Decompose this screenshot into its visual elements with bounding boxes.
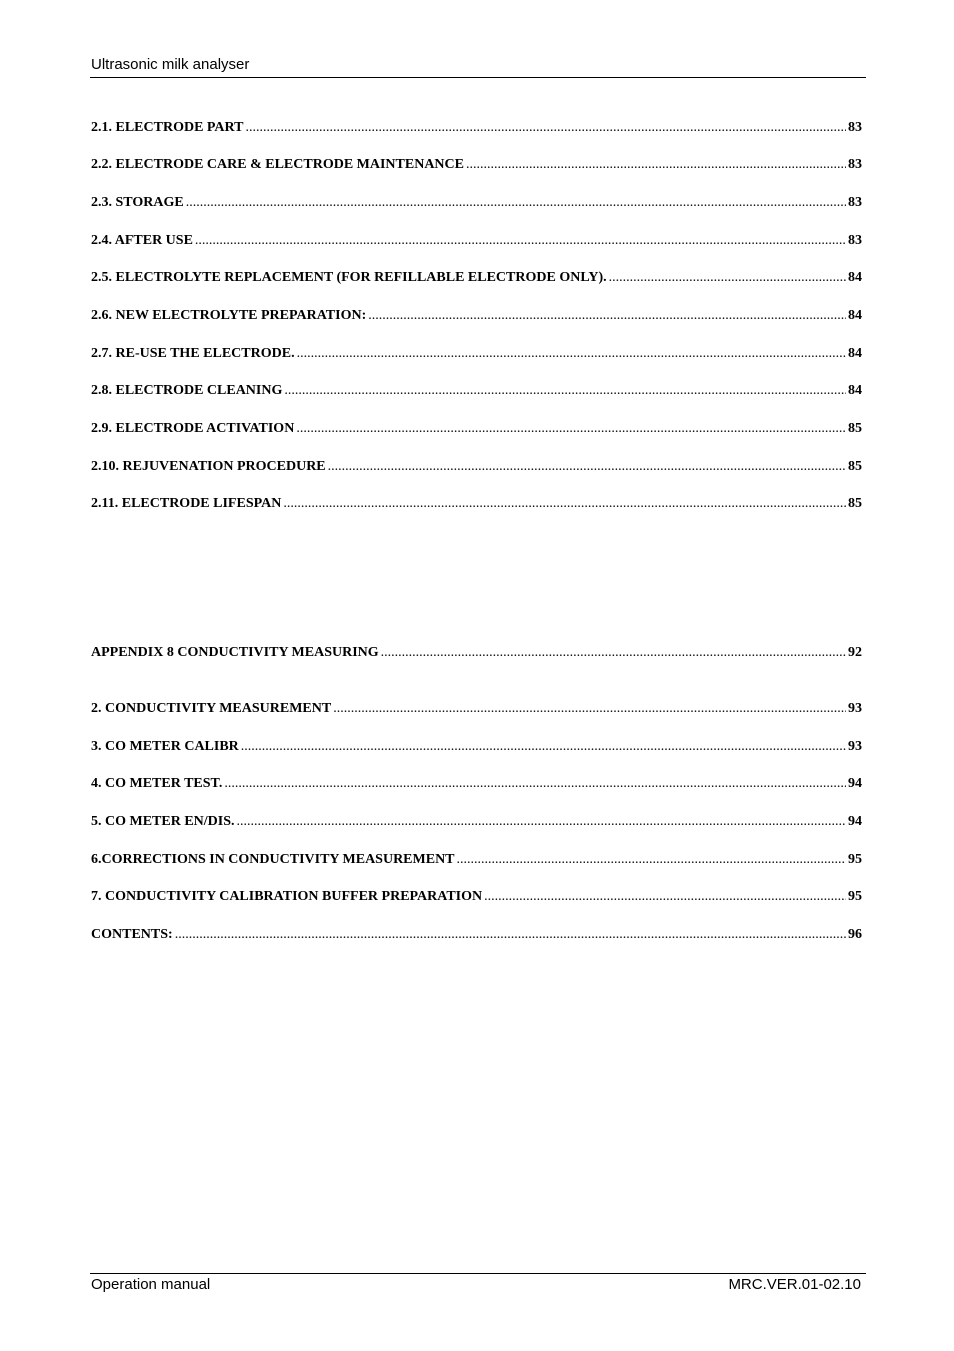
toc-entry-label: 5. CO METER EN/DIS. xyxy=(91,814,235,829)
toc-entry-page: 94 xyxy=(848,776,862,791)
toc-entry-page: 84 xyxy=(848,346,862,361)
toc-entry-page: 95 xyxy=(848,889,862,904)
toc-entry-page: 83 xyxy=(848,233,862,248)
toc-leader-dots xyxy=(484,889,846,905)
toc-entry-label: 2. CONDUCTIVITY MEASUREMENT xyxy=(91,701,332,716)
toc-entry-label: 2.8. ELECTRODE CLEANING xyxy=(91,383,283,398)
toc-entry-page: 83 xyxy=(848,195,862,210)
toc-entry-page: 85 xyxy=(848,496,862,511)
toc-entry[interactable] xyxy=(91,346,862,364)
toc-entry-page: 83 xyxy=(848,157,862,172)
toc-entry-page: 84 xyxy=(848,270,862,285)
toc-leader-dots xyxy=(328,459,846,475)
toc-entry-page: 94 xyxy=(848,814,862,829)
toc-entry[interactable] xyxy=(91,645,862,663)
toc-entry-page: 93 xyxy=(848,739,862,754)
toc-entry-label: 2.6. NEW ELECTROLYTE PREPARATION: xyxy=(91,308,367,323)
footer-divider xyxy=(90,1273,866,1274)
toc-leader-dots xyxy=(241,739,846,755)
header-divider xyxy=(90,77,866,78)
toc-entry[interactable] xyxy=(91,776,862,794)
toc-entry-label: 2.1. ELECTRODE PART xyxy=(91,120,244,135)
toc-leader-dots xyxy=(195,233,846,249)
toc-entry[interactable] xyxy=(91,421,862,439)
toc-entry-page: 84 xyxy=(848,383,862,398)
toc-entry[interactable] xyxy=(91,459,862,477)
toc-entry-label: 2.10. REJUVENATION PROCEDURE xyxy=(91,459,326,474)
toc-leader-dots xyxy=(297,346,846,362)
toc-entry[interactable] xyxy=(91,308,862,326)
toc-entry-page: 83 xyxy=(848,120,862,135)
toc-entry-label: 2.11. ELECTRODE LIFESPAN xyxy=(91,496,282,511)
toc-entry-label: 4. CO METER TEST. xyxy=(91,776,223,791)
toc-entry-page: 95 xyxy=(848,852,862,867)
toc-entry[interactable] xyxy=(91,195,862,213)
toc-leader-dots xyxy=(284,383,846,399)
toc-leader-dots xyxy=(296,421,846,437)
toc-leader-dots xyxy=(609,270,846,286)
toc-leader-dots xyxy=(283,496,846,512)
toc-leader-dots xyxy=(457,852,846,868)
toc-entry-label: 2.3. STORAGE xyxy=(91,195,184,210)
toc-leader-dots xyxy=(237,814,846,830)
toc-leader-dots xyxy=(186,195,846,211)
footer-version: MRC.VER.01-02.10 xyxy=(728,1276,861,1293)
toc-entry[interactable] xyxy=(91,852,862,870)
toc-entry-label: 3. CO METER CALIBR xyxy=(91,739,239,754)
toc-entry[interactable] xyxy=(91,701,862,719)
toc-entry-label: 7. CONDUCTIVITY CALIBRATION BUFFER PREPARATION xyxy=(91,889,483,904)
toc-entry[interactable] xyxy=(91,270,862,288)
toc-entry-label: APPENDIX 8 CONDUCTIVITY MEASURING xyxy=(91,645,379,660)
toc-leader-dots xyxy=(224,776,846,792)
toc-entry-page: 93 xyxy=(848,701,862,716)
toc-entry[interactable] xyxy=(91,157,862,175)
toc-leader-dots xyxy=(333,701,846,717)
toc-entry[interactable] xyxy=(91,233,862,251)
toc-entry[interactable] xyxy=(91,383,862,401)
toc-entry-label: CONTENTS: xyxy=(91,927,173,942)
toc-entry[interactable] xyxy=(91,120,862,138)
toc-leader-dots xyxy=(175,927,846,943)
toc-entry-page: 85 xyxy=(848,421,862,436)
toc-entry[interactable] xyxy=(91,739,862,757)
footer-manual-title: Operation manual xyxy=(91,1276,211,1293)
toc-leader-dots xyxy=(368,308,846,324)
page-header-title: Ultrasonic milk analyser xyxy=(91,56,250,73)
toc-entry-page: 85 xyxy=(848,459,862,474)
toc-entry[interactable] xyxy=(91,927,862,945)
toc-entry-label: 2.9. ELECTRODE ACTIVATION xyxy=(91,421,295,436)
toc-entry-label: 2.7. RE-USE THE ELECTRODE. xyxy=(91,346,295,361)
toc-entry-label: 2.2. ELECTRODE CARE & ELECTRODE MAINTENANCE xyxy=(91,157,464,172)
toc-entry-label: 2.4. AFTER USE xyxy=(91,233,193,248)
toc-leader-dots xyxy=(381,645,846,661)
toc-entry[interactable] xyxy=(91,814,862,832)
toc-leader-dots xyxy=(246,120,847,136)
toc-entry-label: 2.5. ELECTROLYTE REPLACEMENT (FOR REFILLABLE ELECTRODE ONLY). xyxy=(91,270,607,285)
toc-entry-page: 84 xyxy=(848,308,862,323)
toc-entry-page: 92 xyxy=(848,645,862,660)
toc-entry[interactable] xyxy=(91,496,862,514)
toc-entry-page: 96 xyxy=(848,927,862,942)
toc-entry[interactable] xyxy=(91,889,862,907)
toc-leader-dots xyxy=(466,157,846,173)
toc-entry-label: 6.CORRECTIONS IN CONDUCTIVITY MEASUREMENT xyxy=(91,852,455,867)
